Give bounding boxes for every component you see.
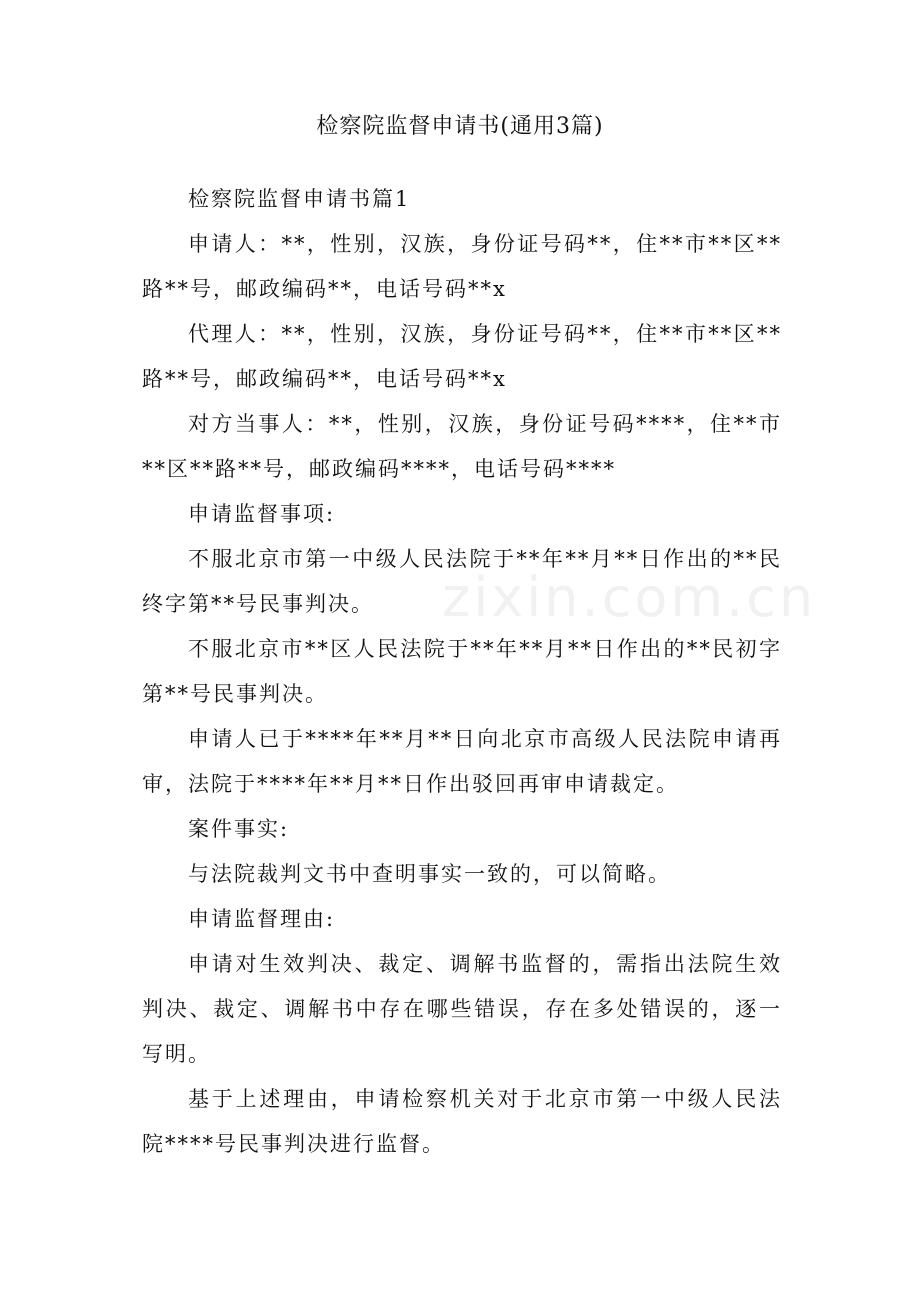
applicant-paragraph: 申请人：**，性别，汉族，身份证号码**，住**市**区**路**号，邮政编码**，电话号码**x: [142, 232, 782, 301]
document-body: [142, 177, 782, 1167]
matter-paragraph-2: 不服北京市**区人民法院于**年**月**日作出的**民初字第**号民事判决。: [142, 637, 782, 706]
conclusion-paragraph: 基于上述理由，申请检察机关对于北京市第一中级人民法院****号民事判决进行监督。: [142, 1087, 782, 1156]
matter-paragraph-1: 不服北京市第一中级人民法院于**年**月**日作出的**民终字第**号民事判决。: [142, 547, 782, 616]
reasons-heading: 申请监督理由:: [188, 907, 336, 931]
agent-paragraph: 代理人：**，性别，汉族，身份证号码**，住**市**区**路**号，邮政编码**，电话号码**x: [142, 322, 782, 391]
opposing-party-paragraph: 对方当事人：**，性别，汉族，身份证号码****，住**市**区**路**号，邮政编码****，电话号码****: [142, 412, 782, 481]
case-facts-paragraph: 与法院裁判文书中查明事实一致的，可以简略。: [188, 862, 671, 886]
supervision-matters-heading: 申请监督事项:: [188, 502, 336, 526]
section-heading: 检察院监督申请书篇1: [188, 187, 411, 211]
case-facts-heading: 案件事实:: [188, 817, 290, 841]
retrial-paragraph: 申请人已于****年**月**日向北京市高级人民法院申请再审，法院于****年**月**日作出驳回再审申请裁定。: [142, 727, 782, 796]
watermark: zixin.com.cn: [442, 566, 817, 629]
document-title: 检察院监督申请书(通用3篇): [316, 114, 604, 139]
reasons-paragraph: 申请对生效判决、裁定、调解书监督的，需指出法院生效判决、裁定、调解书中存在哪些错误，存在多处错误的，逐一写明。: [142, 952, 782, 1066]
